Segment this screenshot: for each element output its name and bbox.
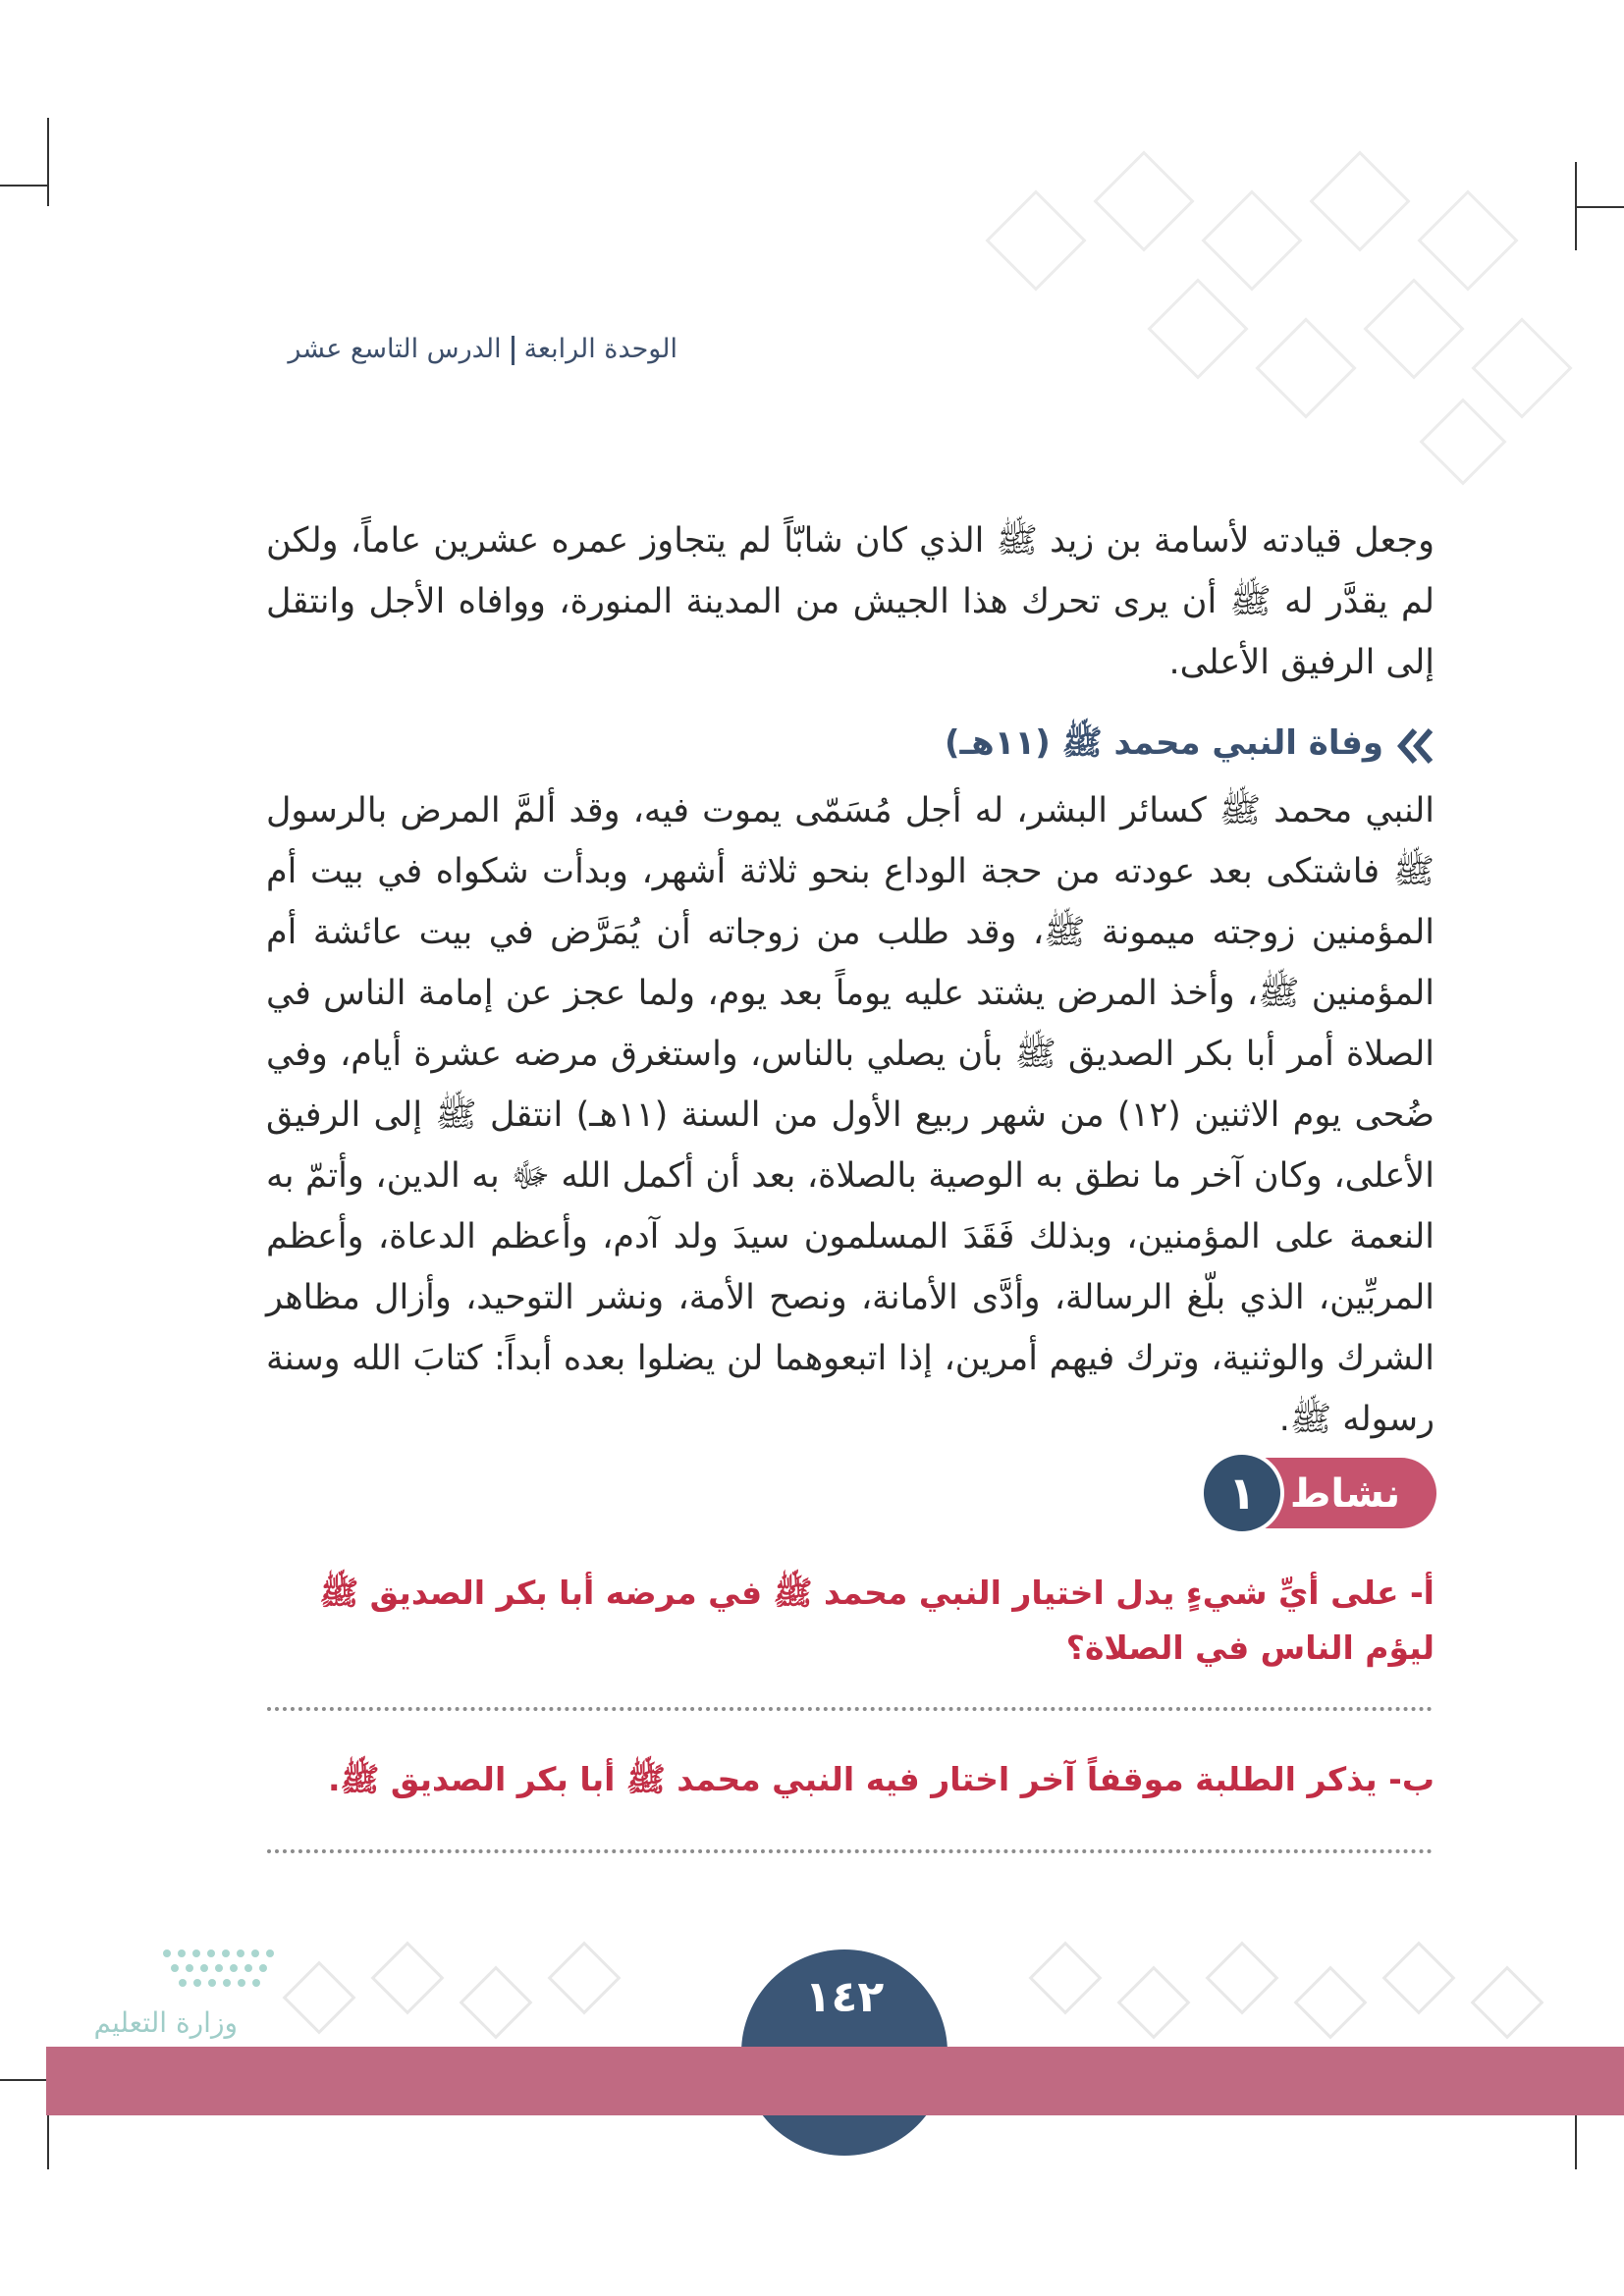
answer-line-a[interactable] — [267, 1703, 1433, 1711]
section-title: وفاة النبي محمد ﷺ (١١هـ) — [944, 722, 1383, 763]
header-unit: الوحدة الرابعة — [523, 334, 677, 364]
header-lesson: الدرس التاسع عشر — [288, 334, 502, 364]
activity-label: نشاط — [1289, 1471, 1401, 1517]
footer-band — [46, 2047, 1624, 2115]
section-heading — [845, 717, 1435, 775]
answer-line-b[interactable] — [267, 1845, 1433, 1853]
question-a: أ- على أيِّ شيءٍ يدل اختيار النبي محمد ﷺ في مرضه أبا بكر الصديق ﷺ ليؤم الناس في الصلاة؟ — [319, 1574, 1435, 1667]
intro-paragraph: وجعل قيادته لأسامة بن زيد ﷺ الذي كان شابّاً لم يتجاوز عمره عشرين عاماً، ولكن لم يقدَّر له ﷺ أن يرى تحرك هذا الجيش من المدينة المنورة، ووافاه الأجل وانتقل إلى الرفيق الأعلى. — [266, 521, 1435, 682]
diamond-pattern-top — [972, 147, 1581, 501]
crop-mark — [1577, 206, 1624, 208]
running-header — [265, 334, 677, 365]
crop-mark — [0, 2079, 47, 2081]
crop-mark — [47, 118, 49, 206]
page-number: ١٤٢ — [804, 1972, 885, 2022]
crop-mark — [0, 185, 47, 187]
header-separator — [512, 336, 514, 365]
activity-number: ١ — [1200, 1451, 1284, 1535]
ministry-logo-icon — [147, 1944, 295, 2002]
ministry-logo-text: وزارة التعليم — [93, 2006, 238, 2039]
section-body: النبي محمد ﷺ كسائر البشر، له أجل مُسَمّى يموت فيه، وقد ألمَّ المرض بالرسول ﷺ فاشتكى بعد عودته من حجة الوداع بنحو ثلاثة أشهر، وبدأت شكواه في بيت أم المؤمنين زوجته ميمونة ﷺ، وقد طلب من زوجاته أن يُمَرَّض في بيت عائشة أم المؤمنين ﷺ، وأخذ المرض يشتد عليه يوماً بعد يوم، ولما عجز عن إمامة الناس في الصلاة أمر أبا بكر الصديق ﷺ بأن يصلي بالناس، واستغرق مرضه عشرة أيام، وفي ضُحى يوم الاثنين (١٢) من شهر ربيع الأول من السنة (١١هـ) انتقل ﷺ إلى الرفيق الأعلى، وكان آخر ما نطق به الوصية بالصلاة، بعد أن أكمل الله ﷻ به الدين، وأتمّ به النعمة على المؤمنين، وبذلك فَقَدَ المسلمون سيدَ ولد آدم، وأعظم الدعاة، وأعظم المربِّين، الذي بلّغ الرسالة، وأدَّى الأمانة، ونصح الأمة، ونشر التوحيد، وأزال مظاهر الشرك والوثنية، وترك فيهم أمرين، إذا اتبعوهما لن يضلوا بعده أبداً: كتابَ الله وسنة رسوله ﷺ. — [266, 791, 1435, 1439]
question-b: ب- يذكر الطلبة موقفاً آخر اختار فيه النبي محمد ﷺ أبا بكر الصديق ﷺ. — [327, 1760, 1435, 1798]
double-chevron-icon — [1393, 726, 1435, 766]
